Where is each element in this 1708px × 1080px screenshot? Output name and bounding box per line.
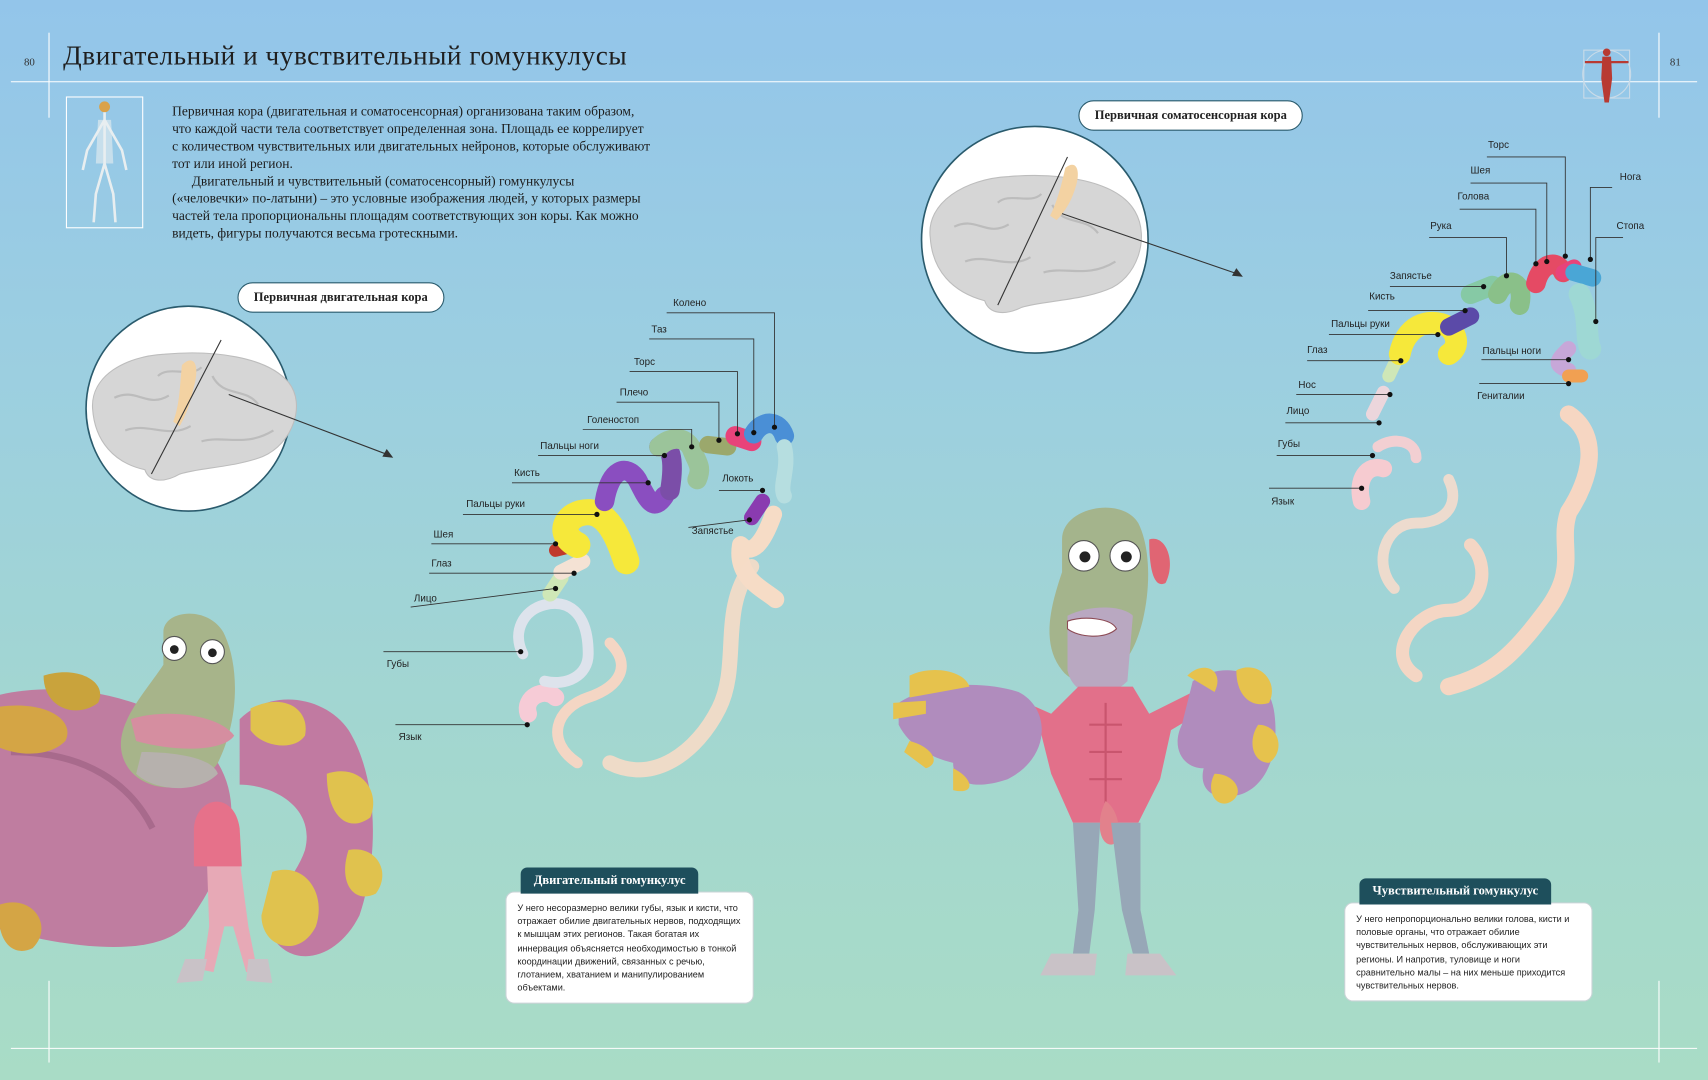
- sensory-homunculus-figure: [888, 496, 1291, 986]
- sensory-label-guby: Губы: [1277, 438, 1301, 449]
- motor-info-box: [505, 867, 753, 1004]
- sensory-label-stopa: Стопа: [1616, 220, 1645, 232]
- sensory-label-paltsy-nogi: Пальцы ноги: [1482, 345, 1542, 357]
- page-number-right: 81: [1669, 56, 1681, 69]
- sensory-label-sheya: Шея: [1470, 164, 1491, 176]
- sensory-label-zapyastye: Запястье: [1389, 270, 1432, 282]
- motor-label-plecho: Плечо: [619, 386, 649, 398]
- sensory-label-yazyk: Язык: [1271, 495, 1295, 507]
- sensory-label-tors: Торс: [1487, 139, 1510, 151]
- sensory-info-box-title: Чувствительный гомункулус: [1359, 878, 1551, 904]
- motor-label-litso: Лицо: [413, 592, 437, 604]
- sensory-label-genitalii: Гениталии: [1477, 390, 1525, 402]
- sensory-label-noga: Нога: [1619, 171, 1642, 182]
- sensory-cortex-callout: Первичная соматосенсорная кора: [1078, 100, 1303, 131]
- sensory-label-golova: Голова: [1457, 190, 1490, 202]
- motor-info-box-text: У него несоразмерно велики губы, язык и кисти, что отражает обилие двигательных нервов, подходящих к мышцам этих регионов. Такая богатая их иннервация объясняется необходимостью в тонкой координации движений, связанных с речью, глотанием, хватанием и манипулированием объектами.: [505, 891, 753, 1004]
- motor-label-kist: Кисть: [514, 467, 540, 479]
- motor-label-guby: Губы: [386, 658, 410, 670]
- sensory-info-box-text: У него непропорционально велики голова, кисти и половые органы, что отражает обилие чувствительных нервов, обслуживающих эти регионы. И напротив, туловище и ноги сравнительно малы – на них меньше приходится чувствительных нервов.: [1344, 902, 1592, 1001]
- motor-label-koleno: Колено: [673, 297, 707, 309]
- motor-label-paltsy-nogi: Пальцы ноги: [540, 440, 599, 452]
- motor-label-tors: Торс: [633, 356, 656, 368]
- motor-label-glaz: Глаз: [431, 557, 452, 569]
- page-number-left: 80: [23, 56, 35, 69]
- intro-paragraph-1: Первичная кора (двигательная и соматосенсорная) организована таким образом, что каждой части тела соответствует определенная зона. Площадь ее коррелирует с количеством чувствительных или двигательных нейронов, которые обслуживают тот или иной регион.: [172, 103, 651, 172]
- motor-label-lokot: Локоть: [722, 472, 754, 484]
- intro-paragraph-2: Двигательный и чувствительный (соматосенсорный) гомункулусы («человечки» по-латыни) – это условные изображения людей, у которых размеры частей тела пропорциональны площадям соответствующих зон коры. Как можно видеть, фигуры получаются весьма гротескными.: [172, 173, 641, 241]
- sensory-label-nos: Нос: [1298, 379, 1316, 391]
- sensory-label-kist: Кисть: [1369, 290, 1395, 302]
- sensory-info-box: [1344, 878, 1592, 1001]
- page-title: Двигательный и чувствительный гомункулусы: [63, 41, 628, 71]
- motor-info-box-title: Двигательный гомункулус: [521, 867, 699, 893]
- motor-label-paltsy-ruki: Пальцы руки: [466, 498, 525, 509]
- motor-label-sheya: Шея: [433, 528, 454, 540]
- motor-label-yazyk: Язык: [398, 731, 422, 743]
- sensory-label-paltsy-ruki: Пальцы руки: [1331, 318, 1390, 330]
- motor-cortex-callout: Первичная двигательная кора: [237, 282, 444, 313]
- sensory-label-glaz: Глаз: [1307, 344, 1328, 356]
- motor-label-zapyastye: Запястье: [691, 525, 734, 537]
- sensory-label-litso: Лицо: [1286, 405, 1310, 417]
- motor-label-golenostop: Голеностоп: [587, 414, 640, 426]
- motor-label-taz: Таз: [651, 323, 667, 335]
- sensory-label-ruka: Рука: [1430, 220, 1452, 232]
